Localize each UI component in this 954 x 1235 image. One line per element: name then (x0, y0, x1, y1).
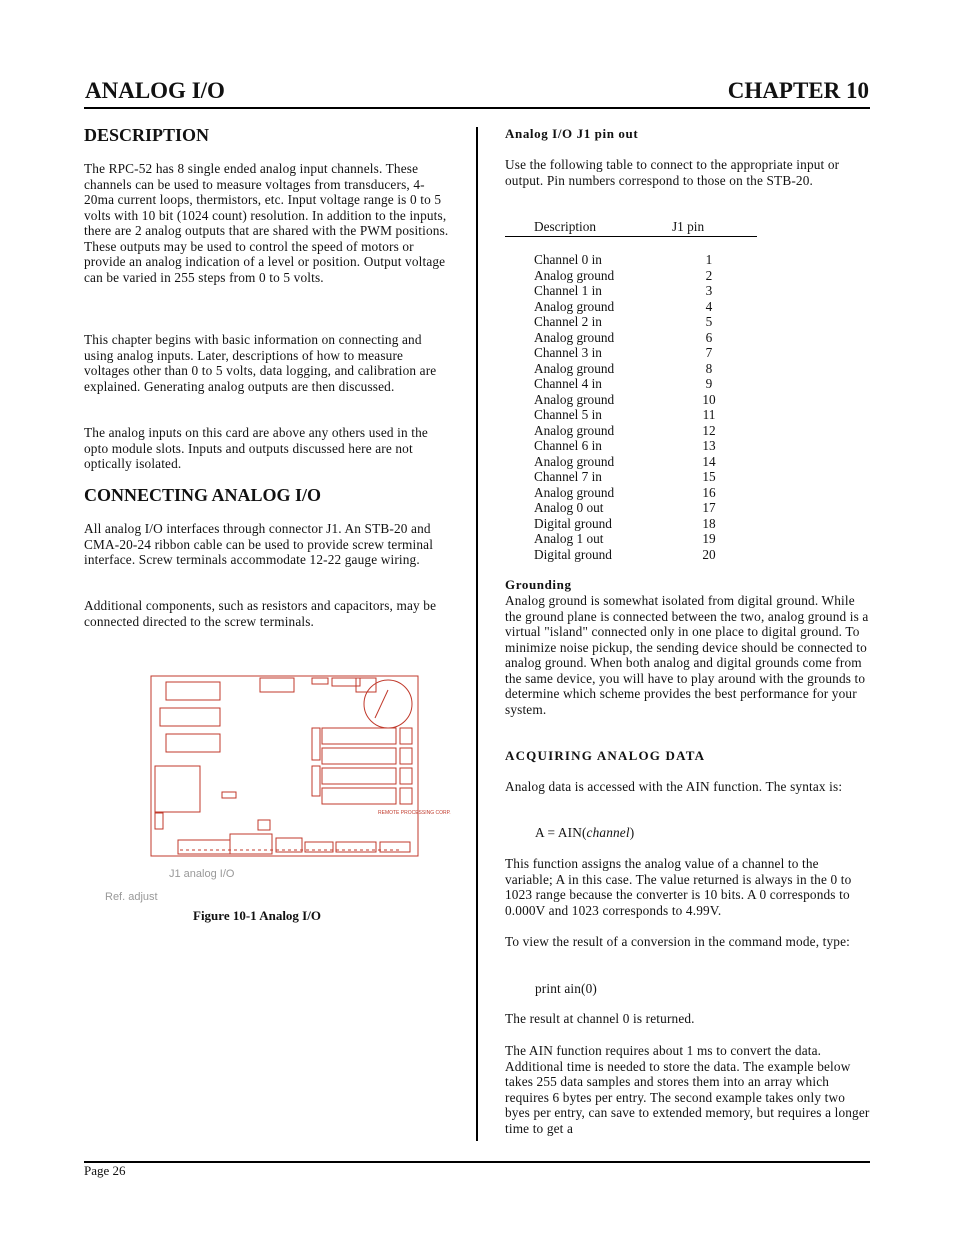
pin-description: Analog ground (534, 453, 615, 469)
pin-description: Analog ground (534, 484, 615, 500)
pin-number: 1 (705, 252, 713, 267)
acquiring-para-2: This function assigns the analog value of a channel to the variable; A in this case. The value returned is always in the 0 to 1023 range because the converter is 10 bits. A 0 corresponds to 0.000V and 1023 corresponds to 4.99V. (505, 856, 852, 918)
syntax-line: A = AIN(channel) (535, 825, 635, 840)
pin-row (534, 547, 724, 563)
pin-row (534, 500, 724, 516)
pin-number: 15 (702, 469, 716, 484)
pin-number: 9 (705, 376, 713, 391)
grounding-heading: Grounding (505, 577, 572, 592)
chapter-title: ANALOG I/O (85, 78, 225, 103)
acquiring-para-3: To view the result of a conversion in the command mode, type: (505, 934, 850, 949)
pin-description: Analog ground (534, 422, 615, 438)
pin-description: Channel 6 in (534, 438, 602, 453)
pin-row (534, 345, 724, 361)
pin-description: Analog ground (534, 360, 615, 376)
header-rule (84, 107, 870, 109)
pin-number: 11 (702, 407, 716, 422)
footer-rule (84, 1161, 870, 1163)
description-heading: DESCRIPTION (84, 125, 210, 145)
pin-number: 10 (702, 391, 716, 407)
pin-row (534, 531, 724, 547)
acquiring-para-4: The result at channel 0 is returned. (505, 1011, 695, 1026)
pin-row (534, 314, 724, 330)
board-maker-label: REMOTE PROCESSING CORP. (378, 810, 451, 816)
connecting-heading: CONNECTING ANALOG I/O (84, 485, 322, 505)
command-example: print ain(0) (535, 981, 597, 996)
description-para-1: The RPC-52 has 8 single ended analog input channels. These channels can be used to measure voltages from transducers, 4-20ma current loops, thermistors, etc. Input voltage range is 0 to 5 volts with 10 bit (1024 count) resolution. In addition to the inputs, there are 2 analog outputs that are shared with the PWM positions. These outputs may be used to control the speed of motors or provide an analog indication of a level or position. Output voltage can be varied in 255 steps from 0 to 5 volts. (84, 161, 449, 285)
pinout-intro: Use the following table to connect to the appropriate input or output. Pin numbers correspond to those on the STB-20. (505, 157, 840, 188)
pin-row (534, 392, 724, 408)
pin-number: 3 (705, 283, 713, 298)
pin-number: 5 (705, 314, 713, 329)
chapter-number: CHAPTER 10 (727, 78, 869, 103)
pin-number: 6 (705, 329, 713, 345)
pinout-heading: Analog I/O J1 pin out (505, 126, 639, 141)
callout-j1: J1 analog I/O (169, 868, 235, 880)
pin-row (534, 423, 724, 439)
pin-number: 12 (702, 422, 716, 438)
pin-description: Analog ground (534, 267, 615, 283)
pin-description: Channel 3 in (534, 345, 602, 360)
pin-description: Analog 0 out (534, 500, 604, 515)
acquiring-para-5: The AIN function requires about 1 ms to convert the data. Additional time is needed to store the data. The example below takes 255 data samples and stores them into an array which requires 6 bytes per entry. The second example takes only two byes per entry, can save to extended memory, but requires a longer time to get a (505, 1043, 870, 1136)
callout-ref-adjust: Ref. adjust (105, 891, 158, 903)
pin-row (534, 268, 724, 284)
pin-row (534, 330, 724, 346)
pin-description: Digital ground (534, 515, 612, 531)
column-divider (476, 127, 478, 1141)
pin-number: 20 (702, 546, 716, 562)
pin-description: Analog ground (534, 329, 615, 345)
pin-number: 13 (702, 438, 716, 453)
grounding-para: Analog ground is somewhat isolated from digital ground. While the ground plane is connected between the two, analog ground is a virtual "island" connected only in one place to digital ground. To minimize noise pickup, the sending device should be connected to analog ground. When both analog and digital grounds come from the same device, you will have to play around with the grounds to determine which scheme provides the best performance for your system. (505, 593, 869, 717)
pin-description: Channel 2 in (534, 314, 602, 329)
pin-number: 8 (705, 360, 713, 376)
description-para-3: The analog inputs on this card are above any others used in the opto module slots. Inputs and outputs discussed here are not optically isolated. (84, 425, 428, 471)
pin-row (534, 252, 724, 268)
pin-row (534, 299, 724, 315)
pin-description: Channel 0 in (534, 252, 602, 267)
acquiring-para-1: Analog data is accessed with the AIN function. The syntax is: (505, 779, 843, 794)
acquiring-heading: ACQUIRING ANALOG DATA (505, 748, 706, 763)
pin-number: 4 (705, 298, 713, 314)
pin-table-header (534, 219, 704, 235)
pin-number: 2 (705, 267, 713, 283)
pin-description: Channel 5 in (534, 407, 602, 422)
pin-row (534, 283, 724, 299)
pin-description: Digital ground (534, 546, 612, 562)
pin-description: Analog ground (534, 391, 615, 407)
pin-row (534, 438, 724, 454)
pin-row (534, 361, 724, 377)
pin-description: Channel 7 in (534, 469, 602, 484)
pin-number: 16 (702, 484, 716, 500)
pin-number: 14 (702, 453, 716, 469)
pin-row (534, 516, 724, 532)
connecting-para-2: Additional components, such as resistors and capacitors, may be connected directed to the screw terminals. (84, 598, 437, 629)
pin-description: Channel 4 in (534, 376, 602, 391)
pin-row (534, 485, 724, 501)
pin-description: Channel 1 in (534, 283, 602, 298)
circuit-board-figure (100, 670, 451, 906)
col-pin-header: J1 pin (672, 219, 705, 234)
pin-number: 19 (702, 531, 716, 546)
pin-description: Analog 1 out (534, 531, 604, 546)
description-para-2: This chapter begins with basic information on connecting and using analog inputs. Later, descriptions of how to measure voltages other than 0 to 5 volts, data logging, and calibration are explained. Generating analog outputs are then discussed. (84, 332, 437, 394)
pin-number: 17 (702, 500, 716, 515)
pin-table (534, 252, 724, 562)
pin-table-rule (505, 236, 757, 237)
pin-row (534, 454, 724, 470)
pin-row (534, 407, 724, 423)
figure-caption: Figure 10-1 Analog I/O (193, 908, 321, 923)
pin-number: 7 (705, 345, 713, 360)
connecting-para-1: All analog I/O interfaces through connector J1. An STB-20 and CMA-20-24 ribbon cable can be used to provide screw terminal interface. Screw terminals accommodate 12-22 gauge wiring. (84, 521, 434, 567)
pin-number: 18 (702, 515, 716, 531)
pin-row (534, 376, 724, 392)
pin-row (534, 469, 724, 485)
pin-description: Analog ground (534, 298, 615, 314)
page-number: Page 26 (84, 1163, 126, 1178)
col-description-header: Description (534, 219, 597, 234)
